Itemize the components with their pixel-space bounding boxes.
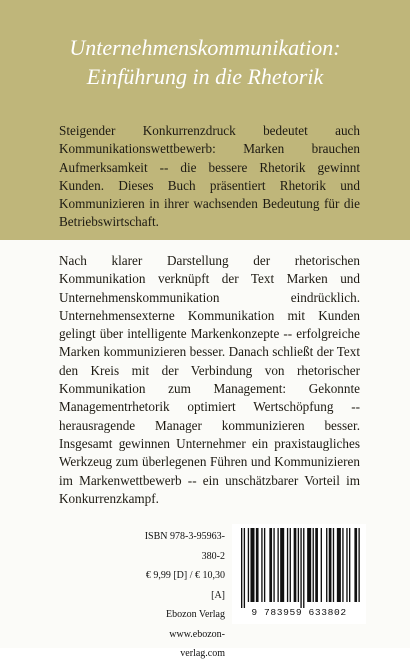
intro-text: Steigender Konkurrenzdruck bedeutet auch Kommunikationswettbewerb: Marken brauchen Aufmerksamkeit -- die bessere Rhetorik gewinnt Kunden. Dieses Buch präsentiert Rhetorik und Kommunizieren in ihrer wachsenden Bedeutung für die Betriebswirtschaft. <box>59 123 360 230</box>
title-line-1: Unternehmenskommunikation: <box>69 35 341 60</box>
barcode-digits: 9 783959 633802 <box>251 607 347 618</box>
barcode-bar <box>307 528 311 602</box>
barcode-bar <box>261 528 262 602</box>
book-title <box>0 33 410 91</box>
barcode-bar <box>342 528 343 602</box>
publisher-website: www.ebozon-verlag.com <box>169 628 225 659</box>
barcode-bar <box>287 528 288 602</box>
isbn-text: ISBN 978-3-95963-380-2 <box>144 531 225 562</box>
barcode-bar <box>354 528 357 602</box>
barcode-bar <box>333 528 334 602</box>
barcode-bar <box>277 528 278 602</box>
barcode-bar <box>300 528 301 608</box>
imprint-block <box>133 527 225 664</box>
barcode-bar <box>358 528 359 602</box>
barcode-bar <box>298 528 299 602</box>
title-line-2: Einführung in die Rhetorik <box>86 64 324 89</box>
barcode-bar <box>294 528 297 602</box>
barcode-bar <box>244 528 245 608</box>
barcode-bar <box>241 528 242 608</box>
barcode-box <box>232 524 366 624</box>
description-text: Nach klarer Darstellung der rhetorischen Kommunikation verknüpft der Text Marken und Unternehmenskommunikation eindrücklich. Unternehmensexterne Kommunikation mit Kunden gelingt über intelligente Markenkonzepte -- erfolgreiche Marken kommunizieren besser. Danach schließt der Text den Kreis mit der Verbindung von rhetorischer Kommunikation zum Management: Gekonnte Managementrhetorik optimiert Wertschöpfung -- herausragende Manager kommunizieren besser. Insgesamt gewinnen Unternehmer ein praxistaugliches Werkzeug zum überlegenen Führen und Kommunizieren im Markenwettbewerb -- ein unschätzbarer Vorteil im Konkurrenzkampf. <box>59 253 360 506</box>
barcode-bar <box>313 528 314 602</box>
barcode-graphic <box>238 528 360 608</box>
barcode-bar <box>250 528 254 602</box>
barcode-bar <box>303 528 304 608</box>
intro-paragraph <box>59 122 360 232</box>
barcode-bar <box>315 528 318 602</box>
barcode-bar <box>269 528 272 602</box>
barcode-bar <box>273 528 274 602</box>
barcode-bar <box>256 528 259 602</box>
barcode-bar <box>321 528 322 602</box>
price-text: € 9,99 [D] / € 10,30 [A] <box>145 570 225 601</box>
barcode-bar <box>346 528 347 602</box>
barcode-bar <box>349 528 350 602</box>
barcode-bar <box>280 528 284 602</box>
barcode-bar <box>290 528 291 602</box>
publisher-name: Ebozon Verlag <box>166 609 225 620</box>
description-paragraph <box>59 252 360 508</box>
barcode-bar <box>329 528 332 602</box>
barcode-bar <box>337 528 341 602</box>
title-band <box>0 0 410 240</box>
barcode-bar <box>326 528 327 602</box>
barcode-bar <box>248 528 249 602</box>
barcode-bar <box>264 528 265 602</box>
